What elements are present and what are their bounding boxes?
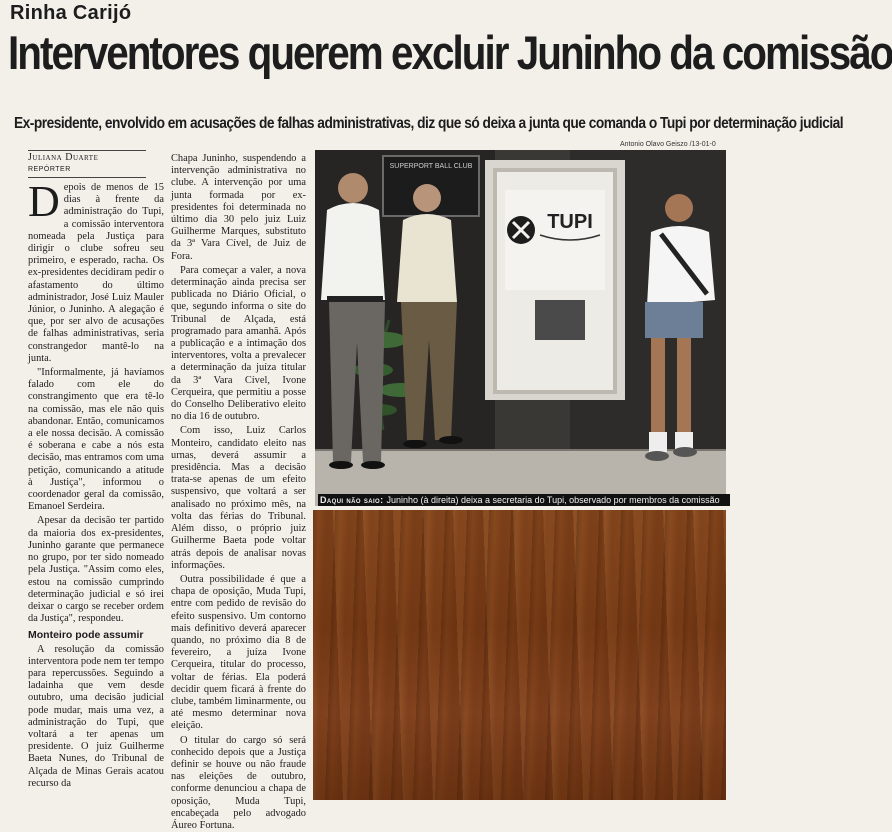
paragraph: O titular do cargo só será conhecido depois que a Justiça definir se houve ou não fraude nas eleições de outubro, conforme denunciou a chapa de oposição, Muda Tupi, encabeçada pelo advogado Áureo Fortuna. — [171, 734, 306, 831]
photo-caption — [318, 494, 730, 506]
paragraph: Apesar da decisão ter partido da maioria dos ex-presidentes, Juninho garante que permanece no grupo, por ter sido nomeado pela Justiça. "Assim como eles, estou na comissão cumprindo determinação judicial e só irei deixar o cargo se receber ordem da Justiça", respondeu. — [28, 515, 164, 625]
paragraph: "Informalmente, já havíamos falado com ele do constrangimento que era tê-lo na comissão, mas ele não quis abandonar. Então, comunicamos a ele nossa decisão. A comissão é soberana e cabe a nós esta decisão, mas entramos com uma petição, comunicando a atitude à Justiça", informou o coordenador geral da comissão, Emanoel Serdeira. — [28, 367, 164, 513]
section-subtitle: Monteiro pode assumir — [28, 629, 144, 642]
paragraph: Depois de menos de 15 dias à frente da administração do Tupi, a comissão interventora nomeada pela Justiça para dirigir o clube sofreu seu primeiro, e esperado, racha. Os ex-presidentes decidiram pedir o afastamento do último administrador, José Luiz Mauler Júnior, o Juninho. A alegação é que, por ser alvo de acusações de falhas administrativas, seria constrangedor mantê-lo na junta. — [28, 177, 164, 364]
paragraph: Chapa Juninho, suspendendo a intervenção administrativa no clube. A intervenção por uma junta formada por ex-presidentes foi determinada no último dia 30 pelo juiz Luiz Guilherme Marques, substituto da 3ª Vara Cível, de Juiz de Fora. — [171, 153, 306, 262]
section-title: Rinha Carijó — [10, 2, 132, 24]
article-column-1 — [28, 177, 164, 800]
photo-sign-door: TUPI — [547, 211, 593, 233]
author-role: REPÓRTER — [28, 166, 71, 173]
drop-cap: D — [28, 177, 60, 226]
subheadline: Ex-presidente, envolvido em acusações de falhas administrativas, diz que só deixa a junta que comanda o Tupi por determinação judicial — [14, 115, 844, 132]
photo-sign-top: SUPERPORT BALL CLUB — [389, 163, 473, 170]
author-name: Juliana Duarte — [28, 152, 99, 163]
photo-illustration — [315, 150, 726, 506]
byline — [28, 150, 146, 178]
wooden-table-surface — [313, 510, 726, 800]
caption-text: Juninho (à direita) deixa a secretaria do Tupi, observado por membros da comissão — [386, 495, 720, 505]
paragraph: Outra possibilidade é que a chapa de oposição, Muda Tupi, entre com pedido de revisão do efeito suspensivo. Um contorno mais definitivo deverá aparecer quando, no próximo dia 8 de fevereiro, a juíza Ivone Cerqueira, titular do processo, voltar de férias. Ela poderá decidir quem ficará à frente do clube, também liminarmente, ou até mesmo determinar nova eleição. — [171, 573, 306, 732]
article-column-2 — [171, 153, 306, 831]
news-photo — [315, 150, 726, 506]
caption-lead: Daqui não saio: — [320, 495, 384, 505]
headline: Interventores querem excluir Juninho da comissão — [8, 26, 892, 79]
paragraph: Com isso, Luiz Carlos Monteiro, candidato eleito nas urnas, deverá assumir a presidência. Mas a decisão trata-se apenas de um efeito suspensivo, que voltará a ser analisado no próximo mês, na volta das férias do Tribunal. Além disso, o próprio juiz Guilherme Baeta pode voltar atrás depois de analisar novas informações. — [171, 425, 306, 571]
paragraph: A resolução da comissão interventora pode nem ter tempo para repercussões. Seguindo a ladainha que vem desde outubro, uma decisão judicial pode mudar, mais uma vez, a administração do Tupi, que voltará a ter apenas um presidente. O juiz Guilherme Baeta Nunes, do Tribunal de Alçada de Minas Gerais acatou recurso da — [28, 643, 164, 789]
photo-credit: Antonio Olavo Geiszo /13-01-0 — [620, 141, 716, 148]
paragraph: Para começar a valer, a nova determinação ainda precisa ser publicada no Diário Oficial, o que, segundo informa o site do Tribunal de Alçada, está programado para amanhã. Após a publicação e a intimação dos interventores, volta a prevalecer a determinação da juíza titular da 3ª Vara Cível, Ivone Cerqueira, que permitiu a posse do Conselho Deliberativo eleito no dia 16 de outubro. — [171, 264, 306, 423]
